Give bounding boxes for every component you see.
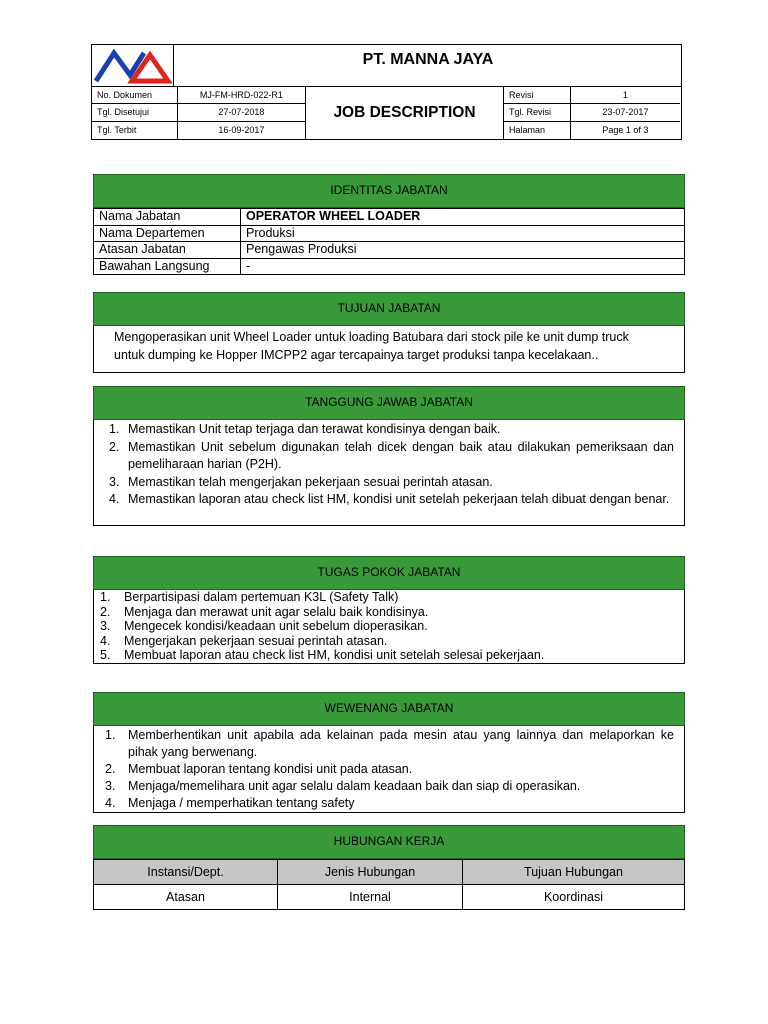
tugas-pokok-list (94, 590, 684, 663)
table-row (94, 258, 685, 275)
list-item: 2. Menjaga dan merawat unit agar selalu baik kondisinya. (100, 604, 429, 619)
field-label: Bawahan Langsung (94, 258, 241, 275)
info-value: 1 (571, 87, 680, 104)
info-row (504, 122, 680, 139)
info-value: 23-07-2017 (571, 104, 680, 121)
tanggung-jawab-list-box (93, 420, 685, 526)
document-info-left (92, 87, 305, 139)
info-row (504, 104, 680, 121)
identitas-table (93, 208, 685, 275)
field-value: Pengawas Produksi (241, 242, 685, 259)
document-info-right (504, 87, 680, 139)
field-value: OPERATOR WHEEL LOADER (241, 209, 685, 226)
section-title: HUBUNGAN KERJA (93, 825, 685, 859)
section-tujuan (93, 292, 685, 373)
info-label: Tgl. Revisi (504, 104, 571, 121)
tujuan-text: Mengoperasikan unit Wheel Loader untuk loading Batubara dari stock pile ke unit dump truck untuk dumping ke Hopper IMCPP2 agar tercapainya target produksi tanpa kecelakaan.. (93, 326, 685, 373)
hubungan-table (93, 859, 685, 910)
table-row (94, 885, 685, 910)
list-item: 2. Membuat laporan tentang kondisi unit pada atasan. (105, 762, 413, 776)
wewenang-list (94, 727, 684, 812)
section-wewenang (93, 692, 685, 813)
list-item: 3. Mengecek kondisi/keadaan unit sebelum dioperasikan. (100, 619, 428, 633)
section-tanggung-jawab (93, 386, 685, 526)
table-cell: Atasan (94, 885, 278, 910)
document-header (91, 44, 682, 140)
table-row (94, 242, 685, 259)
info-value: 27-07-2018 (178, 104, 305, 121)
list-item: 3. Memastikan telah mengerjakan pekerjaan sesuai perintah atasan. (109, 474, 493, 489)
list-item: 4. Memastikan laporan atau check list HM, kondisi unit setelah pekerjaan telah dibuat dengan benar. (109, 492, 670, 506)
list-item: 5. Membuat laporan atau check list HM, kondisi unit setelah selesai pekerjaan. (100, 648, 545, 662)
document-title: JOB DESCRIPTION (305, 87, 504, 139)
info-row (92, 122, 305, 139)
list-item: 3. Menjaga/memelihara unit agar selalu dalam keadaan baik dan siap di operasikan. (105, 779, 581, 793)
info-label: Revisi (504, 87, 571, 104)
table-cell: Koordinasi (463, 885, 685, 910)
info-value: MJ-FM-HRD-022-R1 (178, 87, 305, 104)
company-name: PT. MANNA JAYA (174, 45, 682, 87)
info-label: Tgl. Disetujui (92, 104, 178, 121)
column-header: Instansi/Dept. (94, 860, 278, 885)
info-label: Halaman (504, 122, 571, 139)
table-row (94, 209, 685, 226)
info-row (92, 104, 305, 121)
column-header: Jenis Hubungan (278, 860, 463, 885)
company-logo (92, 45, 174, 87)
section-title: TUGAS POKOK JABATAN (93, 556, 685, 590)
list-item: 2. Memastikan Unit sebelum digunakan telah dicek dengan baik atau dilakukan pemeriksaan dan pemeliharaan harian (P2H). (109, 439, 674, 471)
wewenang-list-box (93, 726, 685, 813)
list-item: 4. Mengerjakan pekerjaan sesuai perintah atasan. (100, 633, 388, 648)
info-row (92, 87, 305, 104)
list-item: 1. Memastikan Unit tetap terjaga dan terawat kondisinya dengan baik. (109, 422, 501, 436)
table-row (94, 225, 685, 242)
field-value: Produksi (241, 225, 685, 242)
table-cell: Internal (278, 885, 463, 910)
field-label: Nama Jabatan (94, 209, 241, 226)
info-label: No. Dokumen (92, 87, 178, 104)
section-title: TANGGUNG JAWAB JABATAN (93, 386, 685, 420)
list-item: 4. Menjaga / memperhatikan tentang safety (105, 796, 355, 810)
section-title: WEWENANG JABATAN (93, 692, 685, 726)
column-header: Tujuan Hubungan (463, 860, 685, 885)
section-title: IDENTITAS JABATAN (93, 174, 685, 208)
table-header-row (94, 860, 685, 885)
section-hubungan (93, 825, 685, 910)
tugas-pokok-list-box (93, 590, 685, 664)
section-identitas (93, 174, 685, 275)
tanggung-jawab-list (94, 421, 684, 509)
info-row (504, 87, 680, 104)
info-label: Tgl. Terbit (92, 122, 178, 139)
section-title: TUJUAN JABATAN (93, 292, 685, 326)
section-tugas-pokok (93, 556, 685, 664)
manna-jaya-logo-icon (92, 45, 172, 85)
info-value: Page 1 of 3 (602, 124, 649, 135)
field-value: - (241, 258, 685, 275)
field-label: Nama Departemen (94, 225, 241, 242)
list-item: 1. Memberhentikan unit apabila ada kelainan pada mesin atau yang lainnya dan melaporkan ke pihak yang berwenang. (105, 728, 674, 759)
info-value: 16-09-2017 (218, 124, 265, 135)
field-label: Atasan Jabatan (94, 242, 241, 259)
list-item: 1. Berpartisipasi dalam pertemuan K3L (Safety Talk) (100, 590, 399, 604)
